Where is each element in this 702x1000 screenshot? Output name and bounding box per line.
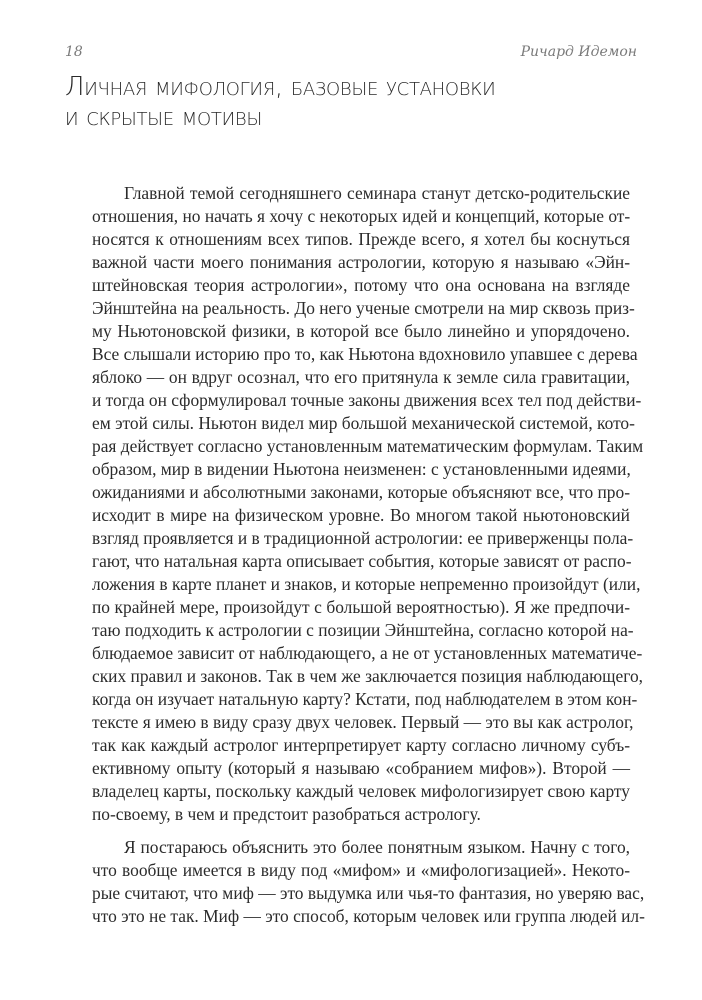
text-line: так как каждый астролог интерпретирует карту согласно личному субъ-	[92, 735, 630, 755]
text-line: исходит в мире на физическом уровне. Во многом такой ньютоновский	[92, 505, 630, 525]
text-line: что вообще имеется в виду под «мифом» и «мифологизацией». Некото-	[92, 860, 630, 880]
text-line: му Ньютоновской физики, в которой все было линейно и упорядочено.	[92, 321, 630, 341]
text-line: отношения, но начать я хочу с некоторых идей и концепций, которые от-	[92, 206, 631, 226]
text-line: взгляд проявляется и в традиционной астрологии: ее приверженцы пола-	[92, 528, 634, 548]
text-line: гают, что натальная карта описывает события, которые зависят от распо-	[92, 551, 632, 571]
paragraph	[92, 182, 644, 826]
running-head-author: Ричард Идемон	[520, 44, 637, 60]
text-line: ожиданиями и абсолютными законами, которые объясняют все, что про-	[92, 482, 630, 502]
chapter-title-line: Личная мифология, базовые установки	[65, 72, 496, 102]
text-line: важной части моего понимания астрологии, которую я называю «Эйн-	[92, 252, 630, 272]
text-line: таю подходить к астрологии с позиции Эйнштейна, согласно которой на-	[92, 620, 634, 640]
text-line: ективному опыту (который я называю «собранием мифов»). Второй —	[92, 758, 630, 778]
text-line: образом, мир в видении Ньютона неизменен: с установленными идеями,	[92, 459, 631, 479]
text-line: ложения в карте планет и знаков, и которые непременно произойдут (или,	[92, 574, 641, 594]
page-header	[65, 44, 637, 64]
text-line: рые считают, что миф — это выдумка или чья-то фантазия, но уверяю вас,	[92, 883, 645, 903]
text-line: блюдаемое зависит от наблюдающего, а не от установленных математиче-	[92, 643, 643, 663]
text-line: по крайней мере, произойдут с большой вероятностью). Я же предпочи-	[92, 597, 630, 617]
text-line: Главной темой сегодняшнего семинара станут детско-родительские	[124, 183, 630, 203]
text-line: яблоко — он вдруг осознал, что его притянула к земле сила гравитации,	[92, 367, 630, 387]
text-line: ем этой силы. Ньютон видел мир большой механической системой, кото-	[92, 413, 635, 433]
text-line: ских правил и законов. Так в чем же заключается позиция наблюдающего,	[92, 666, 644, 686]
text-line: что это не так. Миф — это способ, которым человек или группа людей ил-	[92, 906, 645, 926]
text-line: владелец карты, поскольку каждый человек мифологизирует свою карту	[92, 781, 630, 801]
text-line: по-своему, в чем и предстоит разобраться астрологу.	[92, 804, 481, 824]
page-number: 18	[65, 44, 83, 60]
text-line: Все слышали историю про то, как Ньютона вдохновило упавшее с дерева	[92, 344, 638, 364]
text-line: когда он изучает натальную карту? Кстати, под наблюдателем в этом кон-	[92, 689, 638, 709]
text-line: рая действует согласно установленным математическим формулам. Таким	[92, 436, 644, 456]
text-line: штейновская теория астрологии», потому что она основана на взгляде	[92, 275, 630, 295]
text-line: тексте я имею в виду сразу двух человек. Первый — это вы как астролог,	[92, 712, 634, 732]
text-line: Эйнштейна на реальность. До него ученые смотрели на мир сквозь приз-	[92, 298, 635, 318]
chapter-title-line: и скрытые мотивы	[65, 102, 262, 132]
body-text	[92, 182, 645, 928]
chapter-title	[65, 72, 645, 132]
text-line: носятся к отношениям всех типов. Прежде всего, я хотел бы коснуться	[92, 229, 630, 249]
text-line: Я постараюсь объяснить это более понятным языком. Начну с того,	[124, 837, 630, 857]
text-line: и тогда он сформулировал точные законы движения всех тел под действи-	[92, 390, 642, 410]
paragraph	[92, 836, 645, 928]
